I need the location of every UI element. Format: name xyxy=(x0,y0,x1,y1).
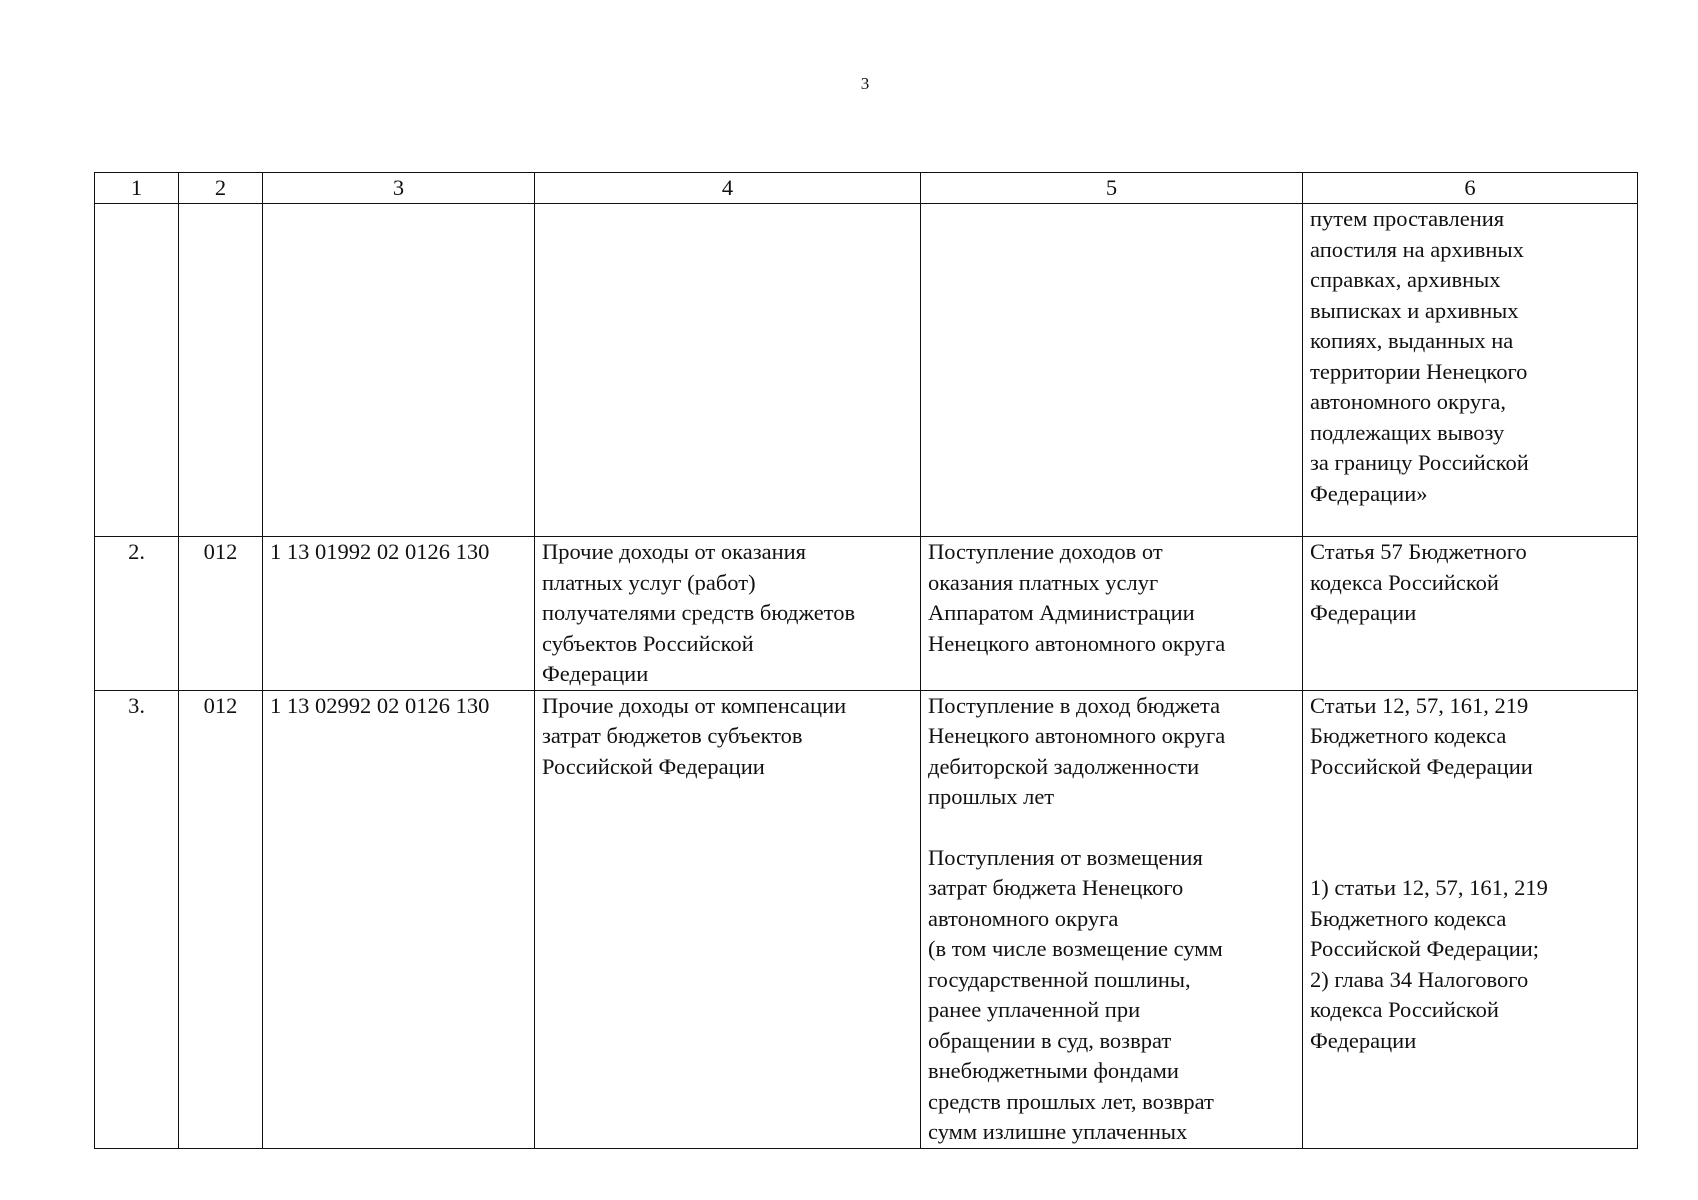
income-description-text: Поступление в доход бюджета Ненецкого автономного округа дебиторской задолженности прошлых лет xyxy=(928,692,1226,809)
table-row xyxy=(95,690,1638,1148)
page-number: 3 xyxy=(860,74,870,93)
income-name-cell xyxy=(535,204,921,537)
legal-basis-text: путем проставления апостиля на архивных справках, архивных выписках и архивных копиях, выданных на территории Ненецкого автономного округа, подлежащих вывозу за границу Российской Федерации» xyxy=(1310,206,1529,506)
income-description-text: Поступления от возмещения затрат бюджета Ненецкого автономного округа (в том числе возмещение сумм государственной пошлины, ранее уплаченной при обращении в суд, возврат внебюджетными фондами средств прошлых лет, возврат сумм излишне уплаченных xyxy=(928,844,1223,1144)
row-number-cell xyxy=(95,204,179,537)
legal-basis-cell xyxy=(1303,204,1638,537)
header-cell: 1 xyxy=(95,173,179,204)
header-cell: 6 xyxy=(1303,173,1638,204)
header-cell: 5 xyxy=(921,173,1303,204)
header-cell: 3 xyxy=(263,173,535,204)
budget-codes-table xyxy=(94,172,1638,1149)
income-name-cell: Прочие доходы от компенсации затрат бюджетов субъектов Российской Федерации xyxy=(535,690,921,1148)
table-row xyxy=(95,537,1638,691)
legal-basis-text: Статья 57 Бюджетного кодекса Российской Федерации xyxy=(1310,539,1527,625)
income-name-cell: Прочие доходы от оказания платных услуг (работ) получателями средств бюджетов субъектов Российской Федерации xyxy=(535,537,921,691)
table-row xyxy=(95,204,1638,537)
table-header-row xyxy=(95,173,1638,204)
admin-code-cell xyxy=(179,204,263,537)
income-description-cell xyxy=(921,204,1303,537)
row-number-cell: 2. xyxy=(95,537,179,691)
budget-code-cell: 1 13 02992 02 0126 130 xyxy=(263,690,535,1148)
income-description-cell xyxy=(921,537,1303,691)
legal-basis-text: Статьи 12, 57, 161, 219 Бюджетного кодекса Российской Федерации xyxy=(1310,692,1533,779)
admin-code-cell: 012 xyxy=(179,690,263,1148)
row-number-cell: 3. xyxy=(95,690,179,1148)
legal-basis-cell xyxy=(1303,690,1638,1148)
admin-code-cell: 012 xyxy=(179,537,263,691)
budget-code-cell: 1 13 01992 02 0126 130 xyxy=(263,537,535,691)
income-description-text: Поступление доходов от оказания платных услуг Аппаратом Администрации Ненецкого автономного округа xyxy=(928,539,1226,656)
legal-basis-text: 1) статьи 12, 57, 161, 219 Бюджетного кодекса Российской Федерации; 2) глава 34 Налогового кодекса Российской Федерации xyxy=(1310,875,1548,1053)
header-cell: 4 xyxy=(535,173,921,204)
header-cell: 2 xyxy=(179,173,263,204)
budget-code-cell xyxy=(263,204,535,537)
income-description-cell xyxy=(921,690,1303,1148)
legal-basis-cell xyxy=(1303,537,1638,691)
